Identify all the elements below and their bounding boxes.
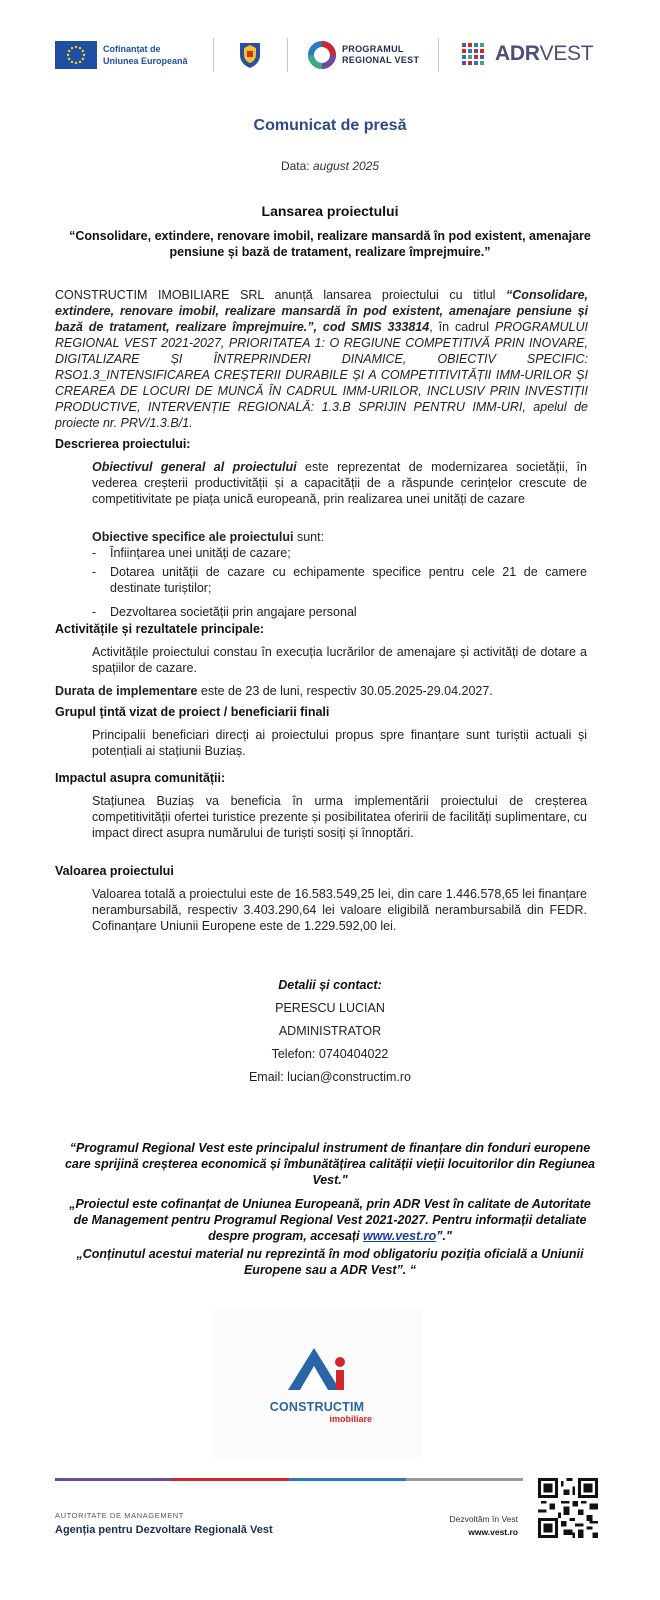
valoare-text: Valoarea totală a proiectului este de 16.583.549,25 lei, din care 1.446.578,65 lei finanțare nerambursabilă, respectiv 3.403.290,64 lei valoare eligibilă nerambursabilă din FEDR. Cofinanțare Uniunii Europene este de 1.229.592,00 lei. bbox=[92, 887, 587, 933]
section-heading-impact: Impactul asupra comunității: bbox=[55, 771, 226, 785]
specific-objectives-label: Obiective specifice ale proiectului bbox=[92, 530, 294, 544]
programul-regional-vest-text bbox=[342, 44, 419, 66]
contact-role: ADMINISTRATOR bbox=[278, 1024, 382, 1038]
page-title: Comunicat de presă bbox=[253, 117, 407, 134]
section-heading-valoare: Valoarea proiectului bbox=[55, 864, 174, 878]
list-item: - Înființarea unei unități de cazare; bbox=[92, 545, 587, 561]
vest-ro-link[interactable]: www.vest.ro bbox=[363, 1229, 437, 1243]
vest-part: VEST bbox=[539, 42, 594, 65]
project-title: “Consolidare, extindere, renovare imobil, realizare mansardă în pod existent, amenajare pensiune și bază de tratament, realizare împrejmuire.” bbox=[69, 229, 591, 259]
adr-vest-logo-text bbox=[495, 42, 593, 66]
romania-crest-icon bbox=[237, 40, 263, 70]
eu-flag-icon bbox=[55, 41, 97, 69]
agency-name: Agenția pentru Dezvoltare Regională Vest bbox=[55, 1524, 273, 1536]
constructim-sub: imobiliare bbox=[329, 1414, 372, 1424]
header-logos bbox=[55, 38, 605, 78]
divider bbox=[213, 38, 214, 72]
contact-heading: Detalii și contact: bbox=[278, 978, 382, 992]
quote-cofinanced bbox=[62, 1196, 598, 1244]
intro-paragraph bbox=[55, 287, 588, 431]
footer-url[interactable]: www.vest.ro bbox=[468, 1527, 518, 1537]
quote-program: “Programul Regional Vest este principalul instrument de finanțare din fonduri europene care sprijină creșterea economică și îmbunătățirea calității vieții locuitorilor din Regiunea Vest." bbox=[64, 1141, 596, 1187]
quote-text: „Proiectul este cofinanțat de Uniunea Europeană, prin ADR Vest în calitate de Autoritate de Management pentru Programul Regional Vest 2021-2027. Pentru informații detaliate despre program, accesați bbox=[69, 1197, 591, 1243]
section-heading-descriere: Descrierea proiectului: bbox=[55, 437, 191, 451]
launch-title: Lansarea proiectului bbox=[261, 203, 399, 219]
durata-label: Durata de implementare bbox=[55, 684, 198, 698]
eu-line1: Cofinanțat de bbox=[103, 44, 161, 54]
qr-code-icon[interactable] bbox=[538, 1478, 598, 1538]
contact-email: Email: lucian@constructim.ro bbox=[248, 1070, 412, 1084]
constructim-house-icon bbox=[284, 1340, 356, 1394]
general-objective-label: Obiectivul general al proiectului bbox=[92, 460, 297, 474]
section-heading-grup: Grupul țintă vizat de proiect / beneficiarii finali bbox=[55, 705, 330, 719]
adr-vest-dots-icon bbox=[460, 41, 490, 69]
specific-objectives-heading bbox=[92, 529, 587, 545]
intro-text: , în cadrul bbox=[429, 320, 495, 334]
prv-line2: REGIONAL VEST bbox=[342, 55, 420, 65]
eu-cofinanced-text bbox=[103, 43, 188, 67]
constructim-name: CONSTRUCTIM bbox=[269, 1400, 365, 1414]
specific-objectives-suffix: sunt: bbox=[293, 530, 325, 544]
intro-text: CONSTRUCTIM IMOBILIARE SRL anunță lansarea proiectului cu titlul bbox=[55, 288, 507, 302]
general-objective-text: este reprezentat de modernizarea societății, în vederea creșterii productivității și a capacității de a răspunde cerințelor crescute de competitivitate pe piața unică europeană, prin realizarea unei unități de cazare bbox=[92, 460, 587, 506]
list-item: - Dezvoltarea societății prin angajare personal bbox=[92, 604, 587, 620]
quote-text: ”." bbox=[436, 1229, 452, 1243]
impact-text: Stațiunea Buziaș va beneficia în urma implementării proiectului de creșterea competitivității ofertei turistice prezente și posibilitatea oferirii de facilități suplimentare, cu impact direct asupra numărului de turiști sosiți și înnoptări. bbox=[92, 794, 587, 840]
date-label: Data: bbox=[280, 159, 313, 173]
press-date bbox=[0, 159, 660, 173]
date-value: august 2025 bbox=[312, 159, 380, 173]
authority-label: AUTORITATE DE MANAGEMENT bbox=[55, 1511, 184, 1520]
divider bbox=[438, 38, 439, 72]
programul-regional-vest-logo-icon bbox=[307, 40, 337, 70]
general-objective bbox=[92, 459, 587, 507]
prv-line1: PROGRAMUL bbox=[342, 44, 404, 54]
grup-text: Principalii beneficiari direcți ai proiectului propus spre finanțare sunt turiștii actuali și potențiali ai stațiunii Buziaș. bbox=[92, 728, 587, 758]
specific-objectives-list bbox=[92, 545, 587, 623]
contact-phone: Telefon: 0740404022 bbox=[271, 1047, 389, 1061]
quote-disclaimer: „Conținutul acestui material nu reprezintă în mod obligatoriu poziția oficială a Uniunii Europene sau a ADR Vest”. “ bbox=[76, 1247, 584, 1277]
eu-line2: Uniunea Europeană bbox=[103, 56, 188, 66]
constructim-logo bbox=[212, 1308, 422, 1458]
footer-color-bar bbox=[55, 1478, 523, 1481]
contact-name: PERESCU LUCIAN bbox=[275, 1001, 385, 1015]
adr-part: ADR bbox=[495, 42, 540, 65]
intro-project-name: “Consolidare, extindere, renovare imobil, realizare mansardă în pod existent, amenajare pensiune și bază de tratament, realizare împrejmuire.”, cod SMIS 333814 bbox=[55, 288, 588, 334]
section-heading-activitati: Activitățile și rezultatele principale: bbox=[55, 622, 265, 636]
intro-program: PROGRAMULUI REGIONAL VEST 2021-2027, PRIORITATEA 1: O REGIUNE COMPETITIVĂ PRIN INOVARE, DIGITALIZARE ȘI ÎNTREPRINDERI DINAMICE, OBIECTIV SPECIFIC: RSO1.3_INTENSIFICAREA CREȘTERII DURABILE ȘI A COMPETITIVITĂȚII IMM-URILOR ȘI CREAREA DE LOCURI DE MUNCĂ ÎN CADRUL IMM-URILOR, INCLUSIV PRIN INVESTIȚII PRODUCTIVE, INTERVENȚIE REGIONALĂ: 1.3.B SPRIJIN PENTRU IMM-URI, apelul de proiecte nr. PRV/1.3.B/1. bbox=[55, 320, 588, 430]
activitati-text: Activitățile proiectului constau în execuția lucrărilor de amenajare și activități de dotare a spațiilor de cazare. bbox=[92, 645, 587, 675]
durata-text: este de 23 de luni, respectiv 30.05.2025-29.04.2027. bbox=[197, 684, 493, 698]
divider bbox=[287, 38, 288, 72]
durata-paragraph bbox=[55, 683, 588, 699]
slogan: Dezvoltăm în Vest bbox=[449, 1514, 518, 1524]
list-item: - Dotarea unității de cazare cu echipamente specifice pentru cele 21 de camere destinate turiștilor; bbox=[92, 564, 587, 596]
